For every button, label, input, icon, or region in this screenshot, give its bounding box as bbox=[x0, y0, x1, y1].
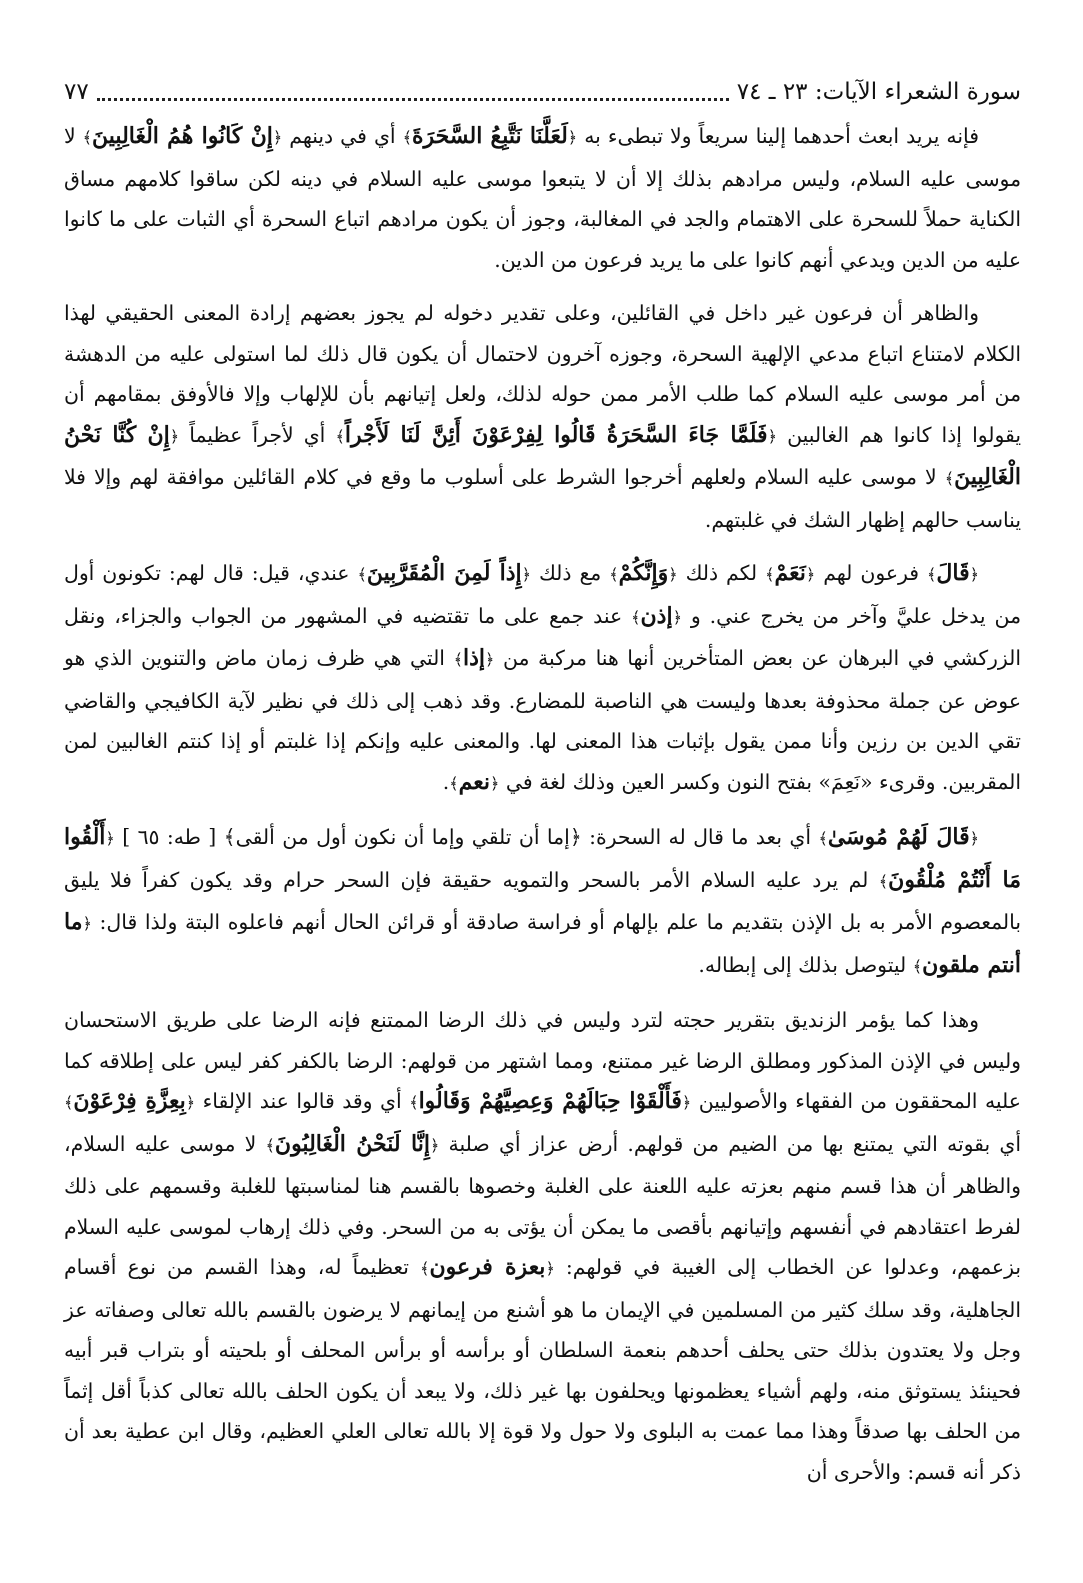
quran-verse: إذا bbox=[462, 645, 485, 671]
quran-verse: إِنَّا لَنَحْنُ الْغَالِبُونَ bbox=[274, 1130, 430, 1157]
text-run: التي هي ظرف زمان ماض والتنوين الذي هو عوض عن جملة محذوفة بعدها وليست هي الناصبة للمضارع. وقد ذهب إلى ذلك في نظير لآية الكافيجي والقاضي تقي الدين بن رزين وأنا ممن يقول بإثبات هذا المعنى لها. والمعنى عليه وإنكم إذا غلبتم أو إذا كنتم الغالبين لمن المقربين. وقرىء «نَعِمَ» بفتح النون وكسر العين وذلك لغة في bbox=[64, 646, 1021, 794]
verse-bracket: ﴿ bbox=[105, 829, 115, 848]
text-run: مع ذلك bbox=[531, 561, 610, 585]
text-run: عند جمع على ما تقتضيه في المشهور من الجواب والجزاء، ونقل الزركشي في البرهان عن بعض المتأخرين أنها هنا مركبة من bbox=[64, 603, 1021, 670]
paragraph bbox=[64, 293, 1021, 540]
verse-bracket: ﴿ bbox=[521, 565, 532, 584]
quran-verse: أَلْقُوا مَا أَنْتُمْ مُلْقُونَ bbox=[64, 824, 1021, 893]
text-run: تعظيماً له، وهذا القسم من نوع أقسام الجاهلية، وقد سلك كثير من المسلمين في الإيمان ما هو أشنع من إيمانهم لا يرضون بالقسم بالله تعالى وصفاته عز وجل ولا يعتدون بذلك حتى يحلف أحدهم بنعمة السلطان أو برأسه أو برأس المحلف أو بلحيته أو بتراب قبر أبيه فحينئذ يستوثق منه، ولهم أشياء يعظمونها ويحلفون بها غير ذلك، ولا يبعد أن يكون الحلف بالله تعالى كذباً أقل إثماً من الحلف بها صدقاً وهذا مما عمت به البلوى ولا حول ولا قوة إلا بالله تعالى العلي العظيم، وقال ابن عطية بعد أن ذكر أنه قسم: والأحرى أن bbox=[64, 1255, 1021, 1484]
text-run: والظاهر أن فرعون غير داخل في القائلين، وعلى تقدير دخوله لم يجوز بعضهم إرادة المعنى الحقيقي لهذا الكلام لامتناع اتباع مدعي الإلهية السحرة، وجوزه آخرون لاحتمال أن يكون قال ذلك لما استولى عليه من الدهشة من أمر موسى عليه السلام كما طلب الأمر ممن حوله لذلك، ولعل إتيانهم بأن للإلهاب وإلا فالأوفق بمقامهم أن يقولوا إذا كانوا هم الغالبين bbox=[64, 301, 1022, 447]
text-run: لم يرد عليه السلام الأمر بالسحر والتمويه حقيقة فإن السحر حرام وقد يكون كفراً فلا يليق بالمعصوم الأمر به بل الإذن بتقديم ما علم بإلهام أو فراسة صادقة أو قرائن الحال أنهم فاعلوه البتة ولذا قال: bbox=[64, 867, 1021, 934]
quran-verse: قَالَ bbox=[936, 560, 970, 586]
verse-bracket: ﴿ bbox=[82, 914, 92, 933]
quran-verse: إِذاً لَمِنَ الْمُقَرَّبِينَ bbox=[366, 560, 522, 586]
quran-verse: إِنْ كُنَّا نَحْنُ الْغَالِبِينَ bbox=[64, 421, 1021, 490]
quran-verse: فَلَمَّا جَاءَ السَّحَرَةُ قَالُوا لِفِرْعَوْنَ أَئِنَّ لَنَا لَأَجْراً bbox=[344, 421, 768, 448]
header-title: سورة الشعراء الآيات: ٢٣ ـ ٧٤ bbox=[736, 79, 1021, 105]
verse-bracket: ﴿ bbox=[272, 128, 283, 147]
text-run: لا موسى عليه السلام، وليس مرادهم بذلك إلا أن لا يتبعوا موسى عليه السلام في دينه لكن ساقوا كلامهم مساق الكناية حملاً للسحرة على الاهتمام والجد في المغالبة، وجوز أن يكون مرادهم اتباع السحرة أي الثبات على ما كانوا عليه من الدين ويدعي أنهم كانوا على ما يريد فرعون من الدين. bbox=[64, 124, 1021, 272]
verse-bracket: ﴾ bbox=[82, 128, 93, 147]
verse-bracket: ﴾ bbox=[878, 871, 889, 891]
text-run: أي لأجراً عظيماً bbox=[179, 422, 336, 447]
quran-verse: بعزة فرعون bbox=[429, 1254, 546, 1280]
verse-bracket: ﴾ bbox=[609, 565, 619, 584]
text-run: ليتوصل بذلك إلى إبطاله. bbox=[698, 952, 913, 977]
verse-bracket: ﴾ bbox=[357, 565, 367, 584]
verse-bracket: ﴾ bbox=[453, 650, 463, 669]
verse-bracket: ﴿ bbox=[767, 426, 777, 446]
verse-bracket: ﴿ bbox=[969, 829, 979, 848]
quran-verse: إِنْ كَانُوا هُمُ الْغَالِبِينَ bbox=[92, 123, 273, 149]
text-run: فرعون لهم bbox=[815, 561, 928, 585]
verse-bracket: ﴿ bbox=[668, 565, 678, 584]
quran-verse: فَأَلْقَوْا حِبَالَهُمْ وَعِصِيَّهُمْ وَقَالُوا bbox=[418, 1088, 682, 1114]
text-run: [ طه: ٦٥ ] bbox=[114, 825, 224, 849]
text-run: وهذا كما يؤمر الزنديق بتقرير حجته لترد وليس في ذلك الرضا الممتنع فإنه الرضا على طريق الاستحسان وليس في الإذن المذكور ومطلق الرضا غير ممتنع، ومما اشتهر من قولهم: الرضا بالكفر كفر ليس على إطلاقه كما عليه المحققون من الفقهاء والأصوليين bbox=[64, 1008, 1021, 1113]
quran-verse: وَإِنَّكُمْ bbox=[618, 560, 669, 586]
verse-bracket: ﴿ bbox=[681, 1093, 692, 1112]
verse-bracket: ﴿ bbox=[672, 607, 682, 627]
verse-bracket: ﴾ bbox=[335, 426, 345, 446]
page-body bbox=[64, 116, 1021, 1505]
text-run: أي بعد ما قال له السحرة: bbox=[581, 825, 819, 849]
verse-bracket: ﴿ bbox=[545, 1259, 555, 1278]
verse-bracket: ﴾ bbox=[944, 469, 955, 488]
running-header bbox=[64, 70, 1021, 106]
verse-bracket: ﴾ bbox=[420, 1259, 430, 1278]
text-run: ﴾ bbox=[223, 825, 236, 849]
verse-bracket: ﴾ bbox=[449, 773, 459, 793]
text-run: . bbox=[442, 769, 450, 794]
verse-bracket: ﴿ bbox=[429, 1135, 440, 1155]
verse-bracket: ﴿ bbox=[169, 426, 180, 446]
quran-verse: لَعَلَّنَا نَتَّبِعُ السَّحَرَةَ bbox=[412, 123, 568, 149]
quran-verse: نَعَمْ bbox=[774, 560, 806, 586]
verse-bracket: ﴾ bbox=[409, 1093, 419, 1112]
text-run: ﴿ bbox=[569, 825, 582, 849]
verse-bracket: ﴾ bbox=[64, 1093, 74, 1112]
paragraph bbox=[64, 116, 1021, 280]
verse-bracket: ﴿ bbox=[567, 128, 578, 147]
text-run: إما أن تلقي وإما أن نكون أول من ألقى bbox=[235, 825, 570, 849]
paragraph bbox=[64, 553, 1021, 804]
paragraph bbox=[64, 817, 1021, 987]
paragraph bbox=[64, 1000, 1021, 1492]
quran-verse: نعم bbox=[458, 768, 491, 795]
text-run: أي وقد قالوا عند الإلقاء bbox=[195, 1089, 410, 1113]
text-run: لا موسى عليه السلام ولعلهم أخرجوا الشرط على أسلوب ما وقع في كلام القائلين موافقة لهم وإلا فلا يناسب حالهم إظهار الشك في غلبتهم. bbox=[64, 465, 1021, 532]
verse-bracket: ﴿ bbox=[805, 565, 816, 584]
verse-bracket: ﴾ bbox=[818, 829, 828, 848]
quran-verse: ما أنتم ملقون bbox=[64, 909, 1021, 978]
quran-verse: إذن bbox=[640, 602, 673, 629]
verse-bracket: ﴿ bbox=[185, 1093, 196, 1112]
verse-bracket: ﴾ bbox=[927, 565, 937, 584]
quran-verse: بِعِزَّةِ فِرْعَوْنَ bbox=[73, 1088, 186, 1114]
text-run: فإنه يريد ابعث أحدهما إلينا سريعاً ولا تبطىء به bbox=[577, 124, 979, 148]
quran-verse: قَالَ لَهُمْ مُوسَىٰ bbox=[827, 824, 970, 850]
verse-bracket: ﴾ bbox=[912, 956, 923, 976]
page-number: ٧٧ bbox=[64, 79, 89, 105]
verse-bracket: ﴿ bbox=[969, 565, 979, 584]
verse-bracket: ﴾ bbox=[765, 565, 775, 584]
text-run: أي في دينهم bbox=[282, 124, 403, 148]
header-leader-dots bbox=[97, 98, 729, 101]
text-run: لكم ذلك bbox=[677, 561, 766, 585]
verse-bracket: ﴾ bbox=[402, 128, 412, 147]
text-run: أي بقوته التي يمتنع بها من الضيم من قولهم. أرض عزاز أي صلبة bbox=[439, 1131, 1021, 1156]
verse-bracket: ﴿ bbox=[490, 773, 500, 793]
text-run: لا موسى عليه السلام، والظاهر أن هذا قسم منهم بعزته عليه اللعنة على الغلبة وخصوها بالقسم هنا لمناسبتها للغلبة وقسمهم على ذلك لفرط اعتقادهم في أنفسهم وإتيانهم بأقصى ما يمكن أن يؤتى به من السحر. وفي ذلك إرهاب لموسى عليه السلام بزعمهم، وعدلوا عن الخطاب إلى الغيبة في قولهم: bbox=[64, 1131, 1021, 1279]
text-run: عندي، قيل: قال لهم: تكونون أول من يدخل عليَّ وآخر من يخرج عني. و bbox=[64, 561, 1021, 628]
verse-bracket: ﴾ bbox=[631, 607, 641, 627]
verse-bracket: ﴾ bbox=[265, 1135, 275, 1155]
verse-bracket: ﴿ bbox=[484, 650, 495, 669]
